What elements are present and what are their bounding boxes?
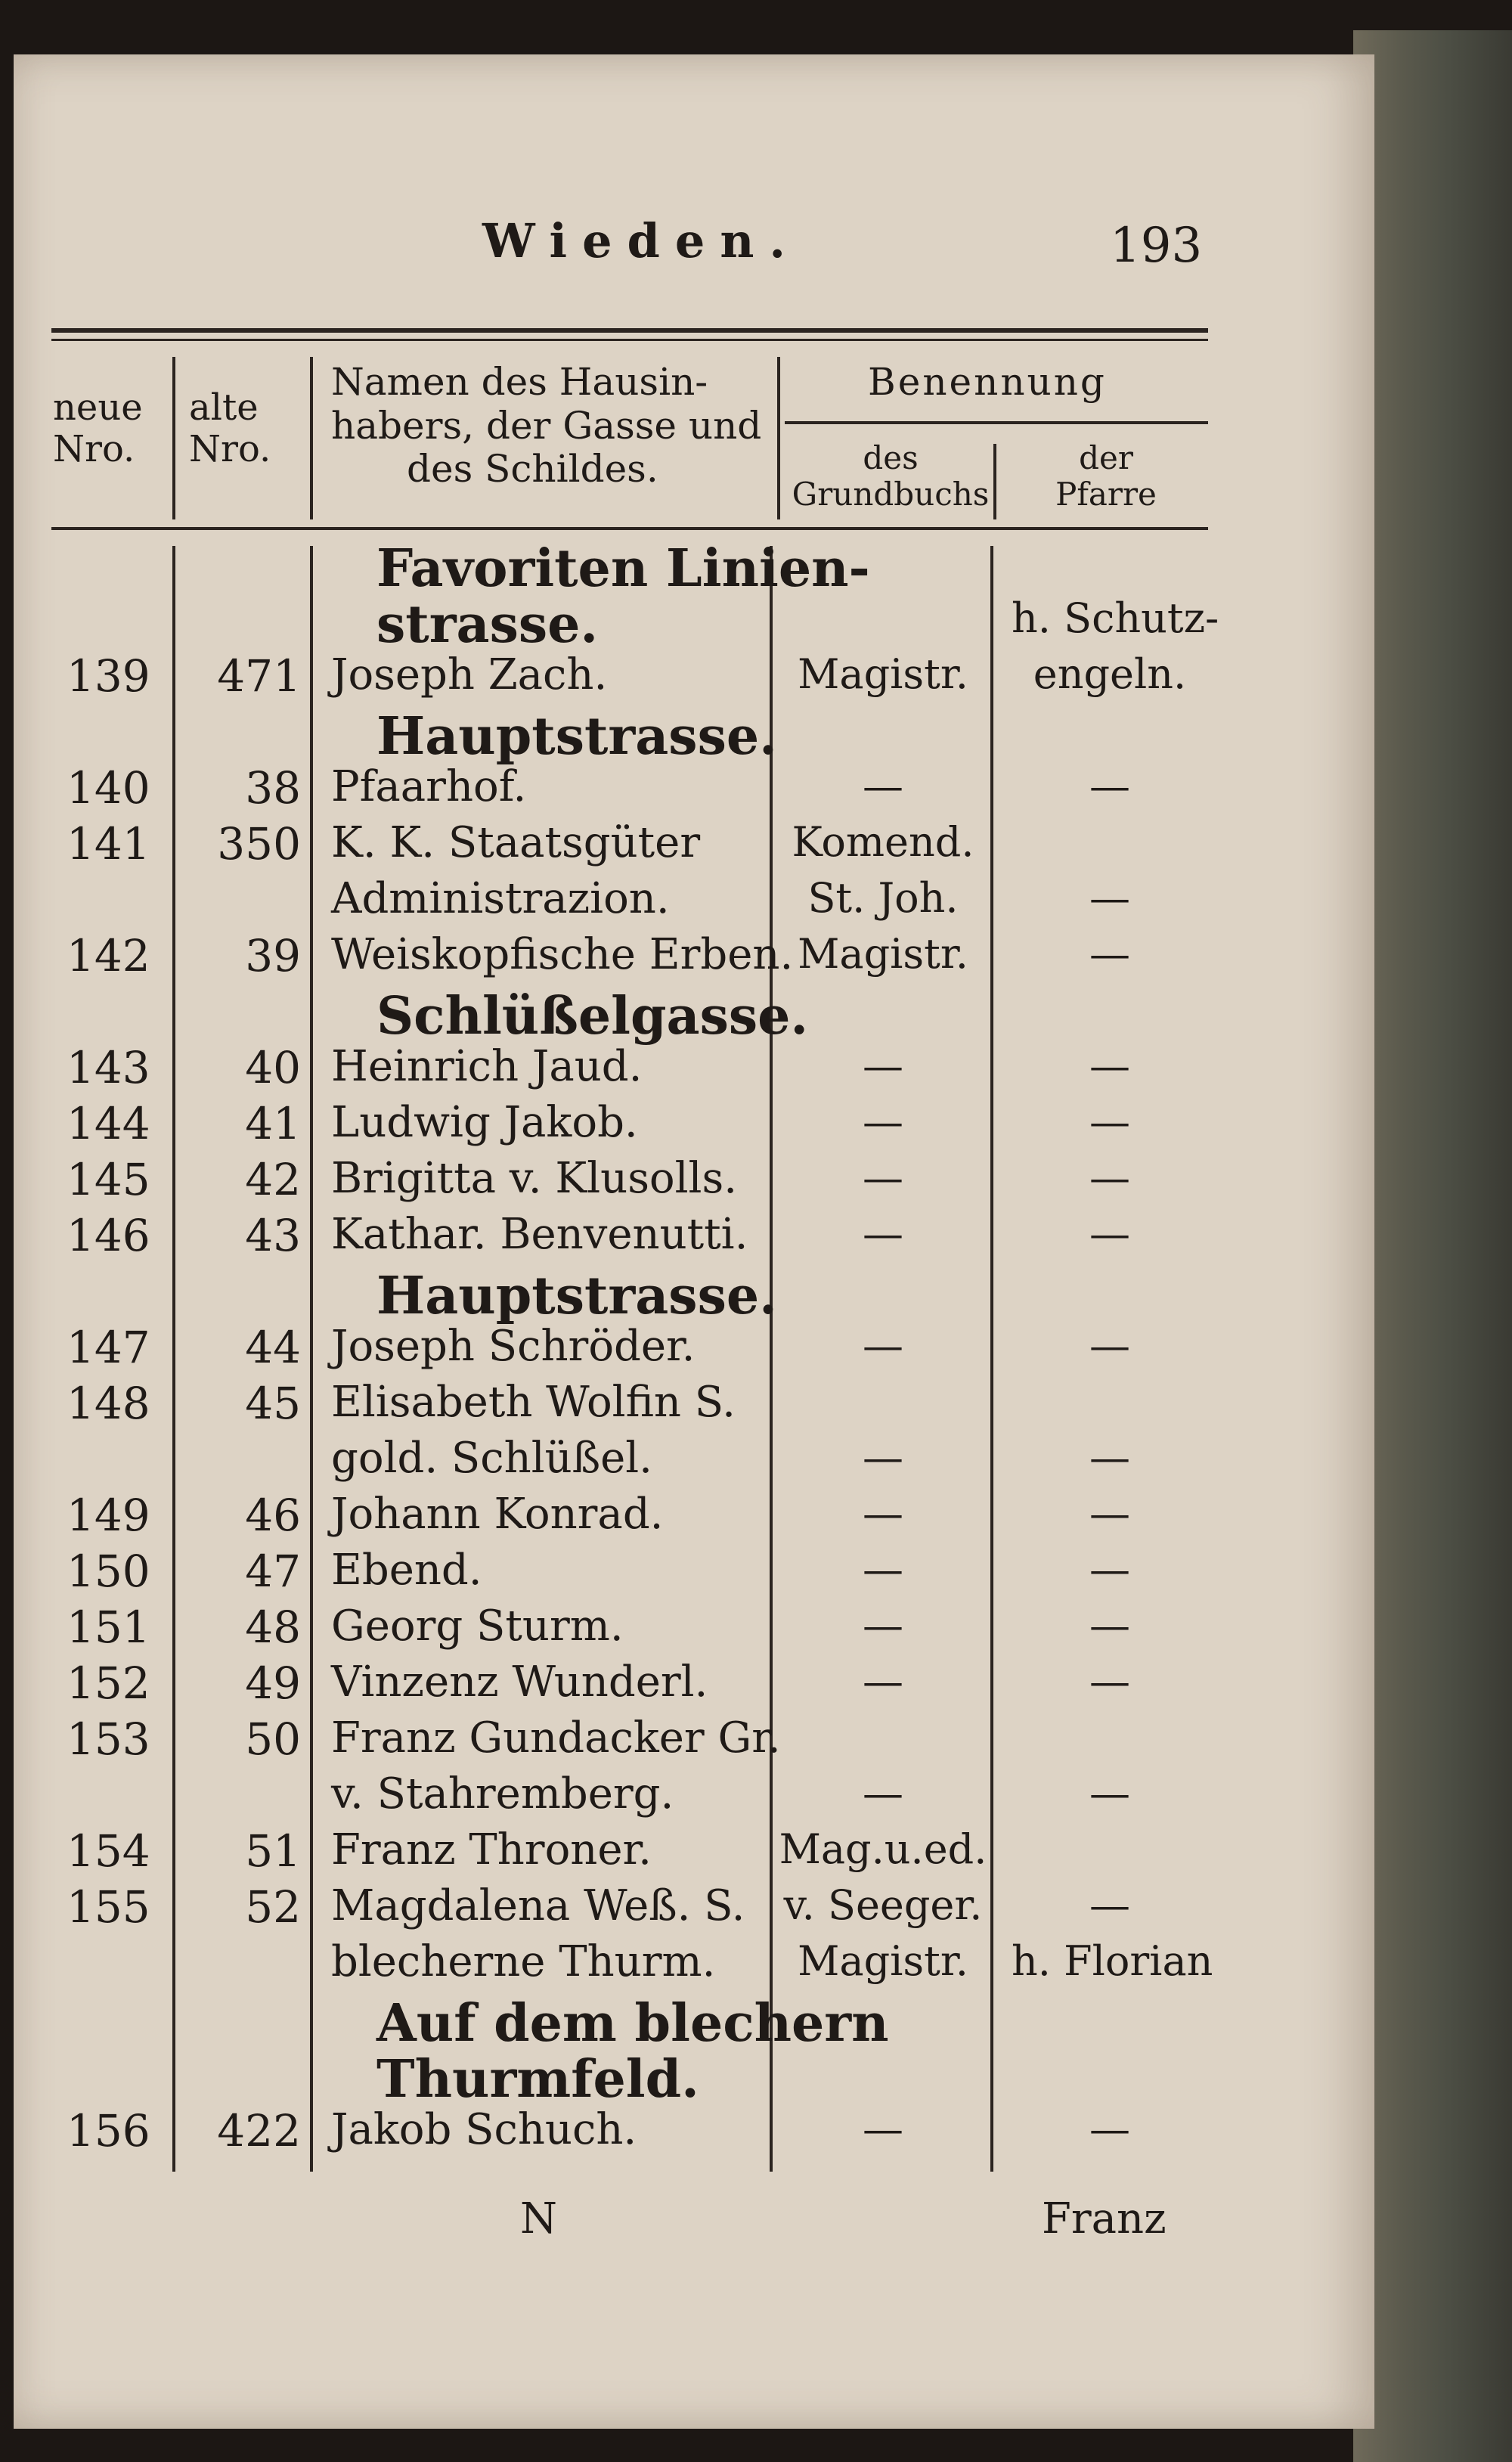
table-row <box>14 650 1374 705</box>
table-row <box>14 1322 1374 1376</box>
header-neue: neue Nro. <box>53 386 143 471</box>
pfarre-cell: — <box>1089 930 1130 978</box>
alte-nro: 42 <box>245 1154 301 1205</box>
grundbuch-cell: — <box>863 2105 903 2153</box>
owner-name: v. Stahremberg. <box>331 1769 674 1819</box>
owner-name: Pfaarhof. <box>331 762 527 811</box>
grundbuch-cell: — <box>863 1042 903 1090</box>
owner-name: Magdalena Weß. S. <box>331 1881 745 1930</box>
table-row <box>14 1490 1374 1544</box>
neue-nro: 151 <box>67 1602 150 1653</box>
owner-name: Georg Sturm. <box>331 1602 624 1651</box>
grundbuch-cell: — <box>863 1154 903 1202</box>
header-namen <box>331 361 785 491</box>
table-row <box>14 2105 1374 2160</box>
owner-name: Elisabeth Wolfin S. <box>331 1378 736 1427</box>
alte-nro: 51 <box>245 1825 301 1877</box>
table-row <box>14 986 1374 1047</box>
book-page <box>14 54 1374 2429</box>
header-namen-line1: Namen des Hausin- <box>331 360 708 404</box>
pfarre-cell: h. Florian <box>1012 1937 1213 1985</box>
grundbuch-cell: St. Joh. <box>807 874 959 922</box>
owner-name: Heinrich Jaud. <box>331 1042 643 1091</box>
table-row <box>14 1825 1374 1880</box>
owner-name: blecherne Thurm. <box>331 1937 716 1986</box>
pfarre-cell: — <box>1089 1210 1130 1257</box>
grundbuch-cell: — <box>863 1769 903 1817</box>
table-row <box>14 1042 1374 1096</box>
owner-name: Kathar. Benvenutti. <box>331 1210 748 1259</box>
alte-nro: 46 <box>245 1490 301 1541</box>
grundbuch-cell: — <box>863 1434 903 1481</box>
neue-nro: 145 <box>67 1154 150 1205</box>
alte-nro: 47 <box>245 1546 301 1597</box>
table-row <box>14 1546 1374 1600</box>
owner-name: Joseph Schröder. <box>331 1322 696 1371</box>
neue-nro: 144 <box>67 1098 150 1149</box>
owner-name: Brigitta v. Klusolls. <box>331 1154 738 1203</box>
owner-name: Weiskopfische Erben. <box>331 930 794 979</box>
pfarre-cell: — <box>1089 1434 1130 1481</box>
alte-nro: 41 <box>245 1098 301 1149</box>
table-row <box>14 1154 1374 1208</box>
neue-nro: 156 <box>67 2105 150 2157</box>
owner-name: Johann Konrad. <box>331 1490 664 1539</box>
alte-nro: 44 <box>245 1322 301 1373</box>
pfarre-cell: — <box>1089 1769 1130 1817</box>
grundbuch-cell: Magistr. <box>798 1937 968 1985</box>
table-row <box>14 930 1374 984</box>
owner-name: Jakob Schuch. <box>331 2105 637 2154</box>
owner-name: Ebend. <box>331 1546 482 1595</box>
grundbuch-cell: — <box>863 1098 903 1146</box>
top-rule <box>51 328 1208 333</box>
neue-nro: 143 <box>67 1042 150 1093</box>
grundbuch-cell: Komend. <box>792 818 974 866</box>
grundbuch-cell: — <box>863 1490 903 1537</box>
pfarre-cell: — <box>1089 2105 1130 2153</box>
header-rule <box>51 527 1208 530</box>
column-divider-3 <box>777 357 780 519</box>
top-rule-thin <box>51 339 1208 341</box>
alte-nro: 350 <box>217 818 301 870</box>
owner-name: gold. Schlüßel. <box>331 1434 652 1483</box>
street-heading: Hauptstrasse. <box>376 1266 777 1326</box>
page-number: 193 <box>1110 218 1203 274</box>
table-row <box>14 762 1374 817</box>
neue-nro: 147 <box>67 1322 150 1373</box>
neue-nro: 153 <box>67 1713 150 1765</box>
pfarre-cell: — <box>1089 874 1130 922</box>
owner-name: Franz Throner. <box>331 1825 652 1874</box>
header-grundbuch <box>785 440 996 513</box>
street-heading: strasse. <box>376 594 599 655</box>
column-divider-4 <box>993 444 996 519</box>
neue-nro: 146 <box>67 1210 150 1261</box>
pfarre-cell: — <box>1089 1490 1130 1537</box>
table-row <box>14 706 1374 767</box>
table-row <box>14 2049 1374 2110</box>
alte-nro: 38 <box>245 762 301 814</box>
grundbuch-cell: Mag.u.ed. <box>779 1825 987 1873</box>
catchword: Franz <box>1042 2194 1167 2243</box>
header-alte: alte Nro. <box>189 386 271 471</box>
neue-nro: 150 <box>67 1546 150 1597</box>
table-row <box>14 1993 1374 2054</box>
owner-name: K. K. Staatsgüter <box>331 818 701 867</box>
table-row <box>14 1713 1374 1768</box>
grundbuch-cell: — <box>863 1546 903 1593</box>
header-grundbuch-line2: Grundbuchs <box>792 476 990 513</box>
neue-nro: 152 <box>67 1657 150 1709</box>
benennung-rule <box>785 421 1208 424</box>
owner-name: Administrazion. <box>331 874 670 923</box>
table-row <box>14 594 1374 655</box>
pfarre-cell: — <box>1089 1602 1130 1649</box>
header-pfarre-line2: Pfarre <box>1055 476 1157 513</box>
neue-nro: 155 <box>67 1881 150 1933</box>
neue-nro: 154 <box>67 1825 150 1877</box>
header-benennung: Benennung <box>868 360 1107 404</box>
alte-nro: 471 <box>217 650 301 702</box>
grundbuch-cell: — <box>863 762 903 810</box>
table-row <box>14 1657 1374 1712</box>
street-heading: Auf dem blechern <box>376 1993 889 2054</box>
header-pfarre-line1: der <box>1079 439 1133 476</box>
table-row <box>14 818 1374 873</box>
street-heading: Schlüßelgasse. <box>376 986 809 1047</box>
alte-nro: 43 <box>245 1210 301 1261</box>
street-heading: Hauptstrasse. <box>376 706 777 767</box>
header-grundbuch-line1: des <box>863 439 919 476</box>
pfarre-cell: — <box>1089 1042 1130 1090</box>
book-page-edge <box>1353 30 1512 2462</box>
column-divider-2 <box>310 357 313 519</box>
alte-nro: 48 <box>245 1602 301 1653</box>
table-row <box>14 1769 1374 1824</box>
table-row <box>14 1602 1374 1656</box>
grundbuch-cell: v. Seeger. <box>783 1881 983 1929</box>
alte-nro: 49 <box>245 1657 301 1709</box>
table-row <box>14 538 1374 599</box>
pfarre-cell: — <box>1089 1546 1130 1593</box>
table-row <box>14 1266 1374 1326</box>
alte-nro: 50 <box>245 1713 301 1765</box>
grundbuch-cell: — <box>863 1322 903 1369</box>
pfarre-cell: — <box>1089 1322 1130 1369</box>
neue-nro: 140 <box>67 762 150 814</box>
table-row <box>14 1210 1374 1264</box>
pfarre-cell: — <box>1089 1098 1130 1146</box>
neue-nro: 141 <box>67 818 150 870</box>
neue-nro: 142 <box>67 930 150 981</box>
alte-nro: 40 <box>245 1042 301 1093</box>
column-divider-1 <box>172 357 175 519</box>
owner-name: Vinzenz Wunderl. <box>331 1657 708 1707</box>
table-row <box>14 1378 1374 1432</box>
pfarre-cell: h. Schutz- <box>1012 594 1219 642</box>
grundbuch-cell: Magistr. <box>798 650 968 698</box>
pfarre-cell: — <box>1089 1881 1130 1929</box>
alte-nro: 52 <box>245 1881 301 1933</box>
street-heading: Favoriten Linien- <box>376 538 870 599</box>
grundbuch-cell: — <box>863 1210 903 1257</box>
signature-mark: N <box>520 2194 557 2243</box>
header-namen-line3: des Schildes. <box>407 447 658 491</box>
street-heading: Thurmfeld. <box>376 2049 699 2110</box>
pfarre-cell: — <box>1089 1154 1130 1202</box>
pfarre-cell: — <box>1089 762 1130 810</box>
grundbuch-cell: Magistr. <box>798 930 968 978</box>
owner-name: Joseph Zach. <box>331 650 608 699</box>
alte-nro: 45 <box>245 1378 301 1429</box>
grundbuch-cell: — <box>863 1602 903 1649</box>
owner-name: Franz Gundacker Gr. <box>331 1713 781 1763</box>
pfarre-cell: — <box>1089 1657 1130 1705</box>
neue-nro: 139 <box>67 650 150 702</box>
pfarre-cell: engeln. <box>1033 650 1187 698</box>
header-namen-line2: habers, der Gasse und <box>331 403 762 448</box>
table-row <box>14 1434 1374 1488</box>
grundbuch-cell: — <box>863 1657 903 1705</box>
page-title: Wieden. <box>482 213 801 268</box>
owner-name: Ludwig Jakob. <box>331 1098 638 1147</box>
running-head <box>14 213 1374 274</box>
table-row <box>14 1937 1374 1992</box>
table-row <box>14 874 1374 929</box>
table-row <box>14 1881 1374 1936</box>
alte-nro: 39 <box>245 930 301 981</box>
alte-nro: 422 <box>217 2105 301 2157</box>
neue-nro: 149 <box>67 1490 150 1541</box>
table-row <box>14 1098 1374 1152</box>
neue-nro: 148 <box>67 1378 150 1429</box>
header-pfarre <box>1004 440 1208 513</box>
